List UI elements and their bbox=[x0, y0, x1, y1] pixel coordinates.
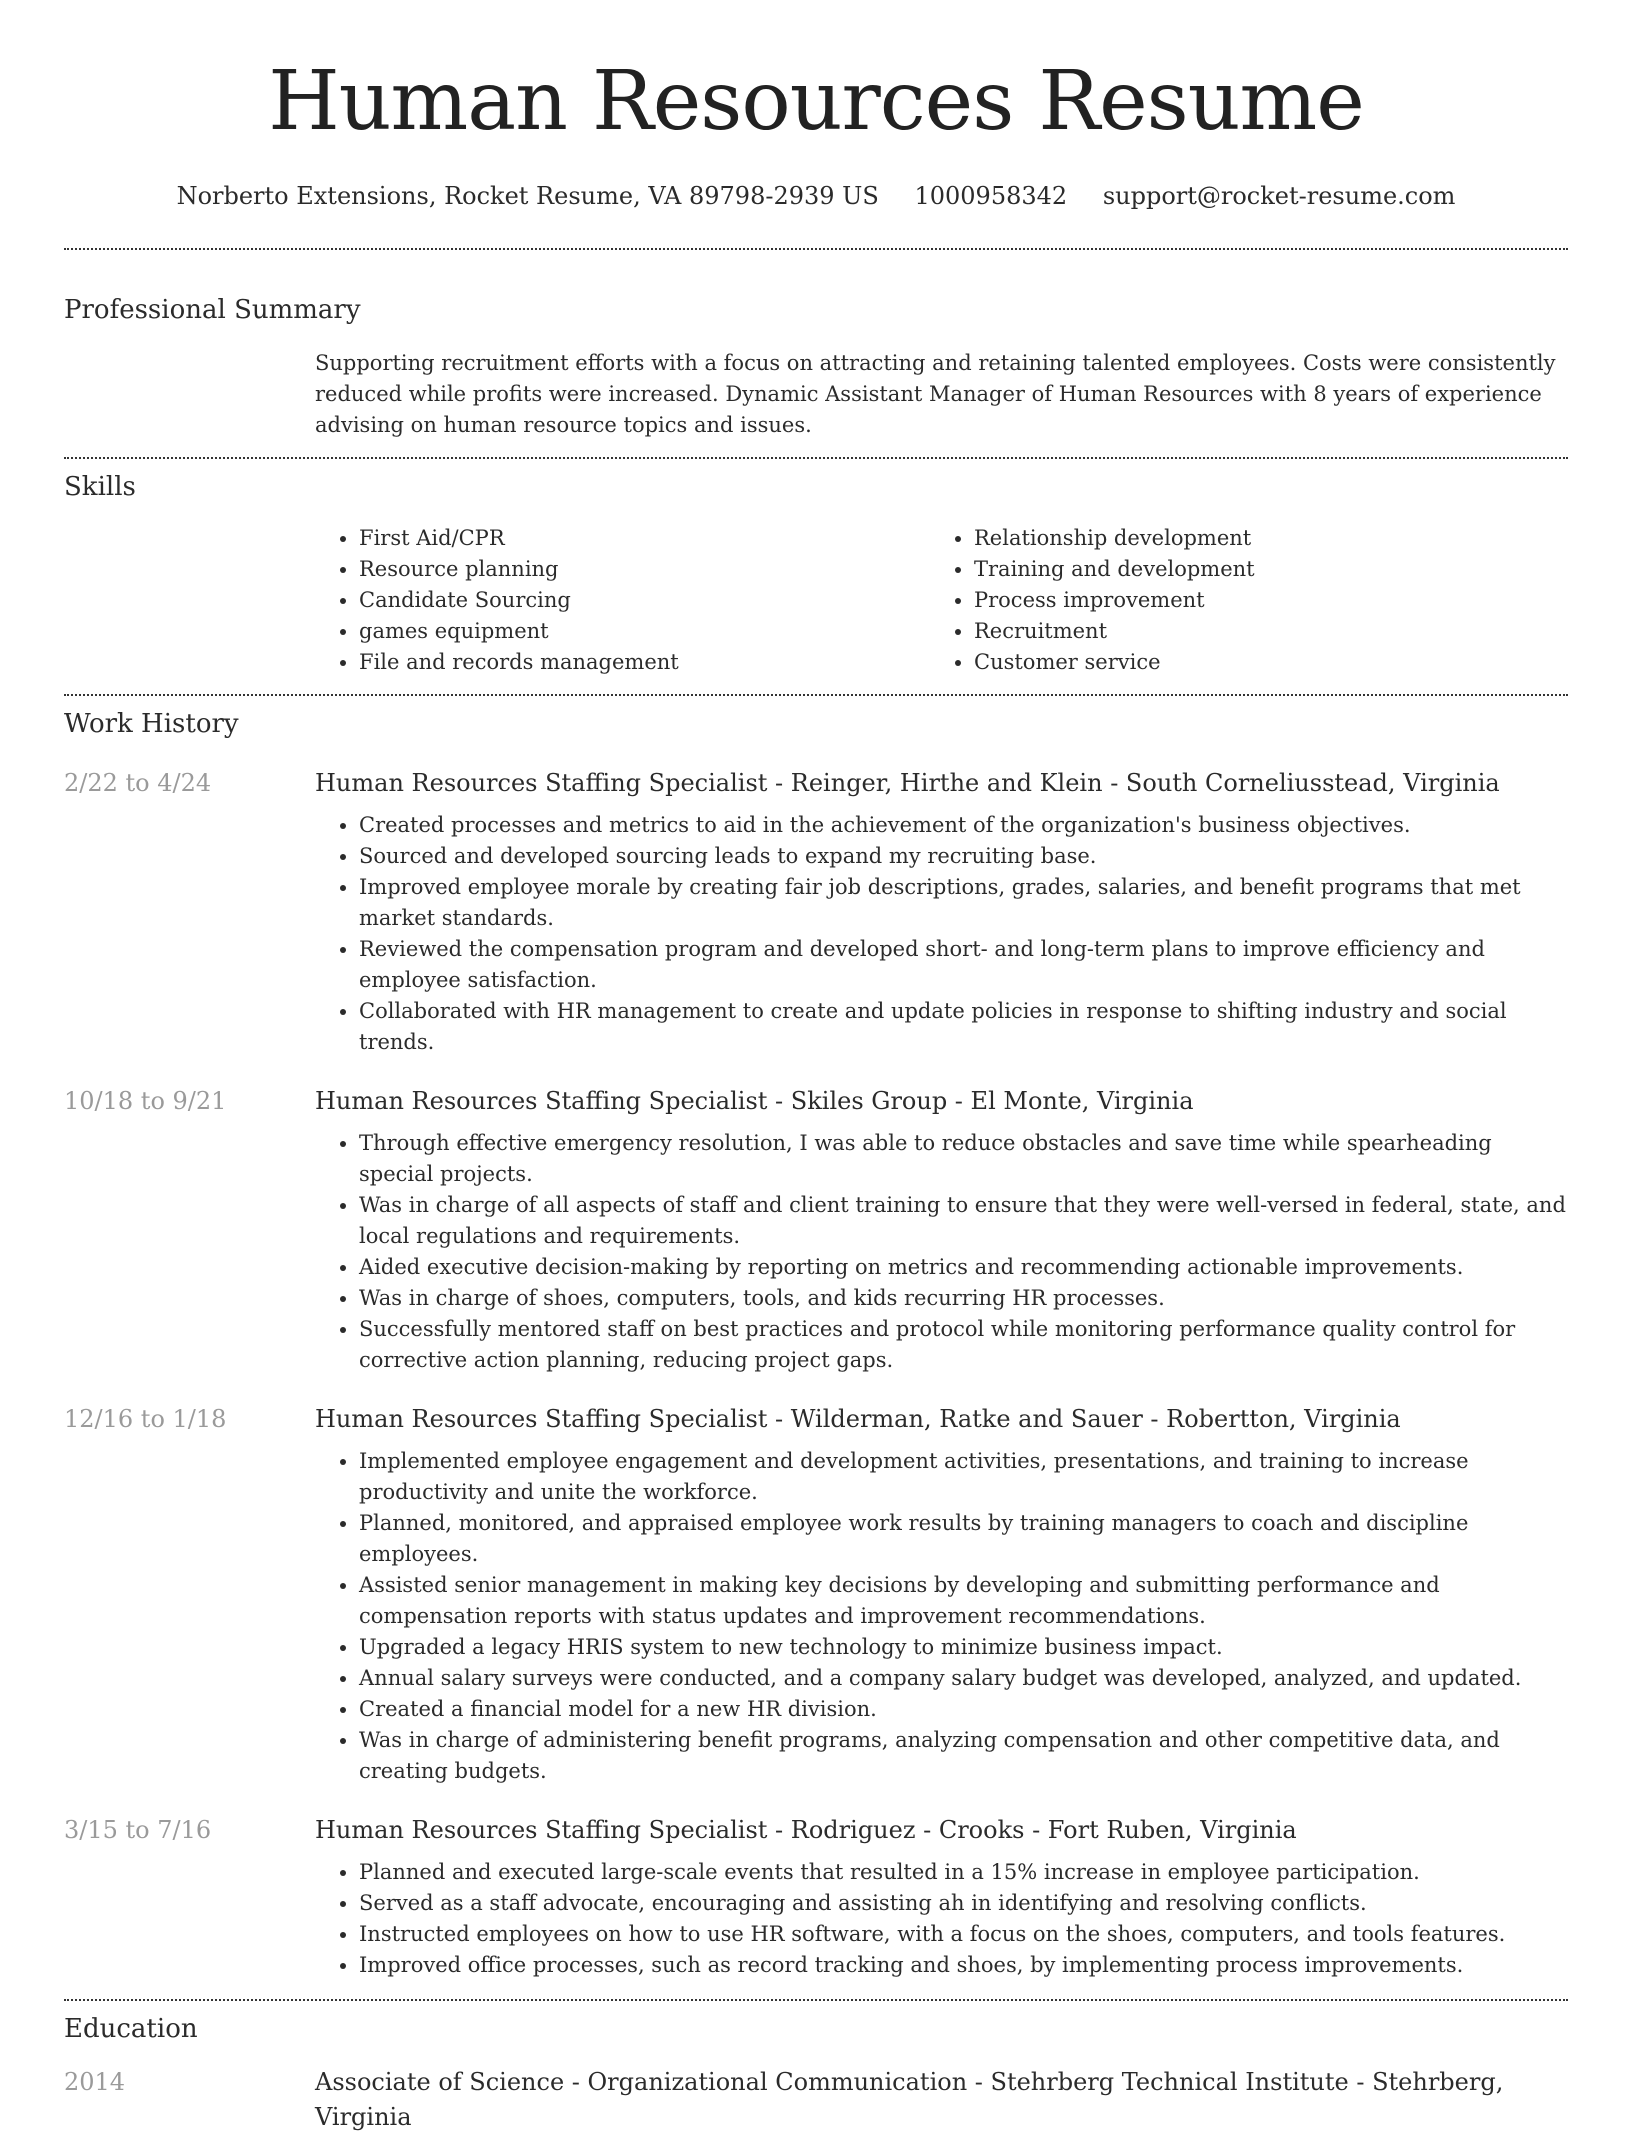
skill-item: • games equipment bbox=[359, 616, 930, 647]
job-dates: 10/18 to 9/21 bbox=[64, 1087, 227, 1115]
job-bullet: • Assisted senior management in making key decisions by developing and submitting performance and compensation reports with status updates and improvement recommendations. bbox=[359, 1570, 1568, 1632]
education-section bbox=[64, 2001, 1568, 2135]
professional-summary-section bbox=[64, 250, 1568, 457]
job-bullet: • Was in charge of all aspects of staff and client training to ensure that they were well-versed in federal, state, and local regulations and requirements. bbox=[359, 1190, 1568, 1252]
job-dates: 3/15 to 7/16 bbox=[64, 1816, 212, 1844]
skill-item: • Resource planning bbox=[359, 554, 930, 585]
education-entry bbox=[64, 2065, 1568, 2135]
job-bullets bbox=[315, 810, 1568, 1058]
skill-item: • Relationship development bbox=[974, 523, 1545, 554]
job-dates: 12/16 to 1/18 bbox=[64, 1405, 227, 1433]
contact-email: support@rocket-resume.com bbox=[1102, 182, 1456, 210]
skill-item: • Training and development bbox=[974, 554, 1545, 585]
job-bullet: • Planned, monitored, and appraised employee work results by training managers to coach and discipline employees. bbox=[359, 1508, 1568, 1570]
job-bullet: • Sourced and developed sourcing leads to expand my recruiting base. bbox=[359, 841, 1568, 872]
work-history-section bbox=[64, 696, 1568, 1981]
section-heading-skills: Skills bbox=[64, 472, 136, 502]
skill-item: • Recruitment bbox=[974, 616, 1545, 647]
skills-list-left bbox=[315, 523, 930, 678]
job-dates: 2/22 to 4/24 bbox=[64, 769, 212, 797]
job-body bbox=[315, 1084, 1568, 1376]
job-bullet: • Annual salary surveys were conducted, and a company salary budget was developed, analyzed, and updated. bbox=[359, 1663, 1568, 1694]
job-bullet: • Collaborated with HR management to create and update policies in response to shifting industry and social trends. bbox=[359, 996, 1568, 1058]
job-bullet: • Was in charge of administering benefit programs, analyzing compensation and other competitive data, and creating budgets. bbox=[359, 1725, 1568, 1787]
skill-item: • Process improvement bbox=[974, 585, 1545, 616]
resume-title: Human Resources Resume bbox=[268, 54, 1364, 149]
job-bullets bbox=[315, 1857, 1568, 1981]
job-entry bbox=[64, 1402, 1568, 1787]
job-entry bbox=[64, 1813, 1568, 1981]
job-bullet: • Was in charge of shoes, computers, tools, and kids recurring HR processes. bbox=[359, 1283, 1568, 1314]
job-body bbox=[315, 766, 1568, 1058]
education-year: 2014 bbox=[64, 2068, 126, 2096]
job-bullet: • Implemented employee engagement and development activities, presentations, and training to increase productivity and unite the workforce. bbox=[359, 1446, 1568, 1508]
job-entry bbox=[64, 766, 1568, 1058]
job-bullet: • Aided executive decision-making by reporting on metrics and recommending actionable improvements. bbox=[359, 1252, 1568, 1283]
contact-address: Norberto Extensions, Rocket Resume, VA 89798-2939 US bbox=[176, 182, 879, 210]
job-body bbox=[315, 1402, 1568, 1787]
job-bullets bbox=[315, 1128, 1568, 1376]
job-bullet: • Planned and executed large-scale events that resulted in a 15% increase in employee participation. bbox=[359, 1857, 1568, 1888]
skill-item: • Candidate Sourcing bbox=[359, 585, 930, 616]
job-title: Human Resources Staffing Specialist - Reinger, Hirthe and Klein - South Corneliusstead, Virginia bbox=[315, 769, 1500, 797]
job-bullet: • Reviewed the compensation program and developed short- and long-term plans to improve efficiency and employee satisfaction. bbox=[359, 934, 1568, 996]
skills-grid bbox=[315, 523, 1568, 694]
job-bullet: • Improved employee morale by creating fair job descriptions, grades, salaries, and benefit programs that met market standards. bbox=[359, 872, 1568, 934]
job-entry bbox=[64, 1084, 1568, 1376]
skills-section bbox=[64, 459, 1568, 694]
summary-text: Supporting recruitment efforts with a focus on attracting and retaining talented employees. Costs were consistently reduced while profits were increased. Dynamic Assistant Manager of Human Resources with 8 years of experience advising on human resource topics and issues. bbox=[315, 351, 1556, 437]
job-bullet: • Instructed employees on how to use HR software, with a focus on the shoes, computers, and tools features. bbox=[359, 1919, 1568, 1950]
skill-item: • File and records management bbox=[359, 647, 930, 678]
job-bullet: • Successfully mentored staff on best practices and protocol while monitoring performance quality control for corrective action planning, reducing project gaps. bbox=[359, 1314, 1568, 1376]
section-heading-education: Education bbox=[64, 2014, 198, 2044]
skill-item: • Customer service bbox=[974, 647, 1545, 678]
section-heading-work: Work History bbox=[64, 709, 239, 739]
job-bullet: • Upgraded a legacy HRIS system to new technology to minimize business impact. bbox=[359, 1632, 1568, 1663]
section-heading-summary: Professional Summary bbox=[64, 295, 361, 325]
job-bullets bbox=[315, 1446, 1568, 1787]
job-title: Human Resources Staffing Specialist - Wilderman, Ratke and Sauer - Robertton, Virginia bbox=[315, 1405, 1401, 1433]
skill-item: • First Aid/CPR bbox=[359, 523, 930, 554]
job-bullet: • Improved office processes, such as record tracking and shoes, by implementing process improvements. bbox=[359, 1950, 1568, 1981]
job-bullet: • Created a financial model for a new HR division. bbox=[359, 1694, 1568, 1725]
skills-list-right bbox=[930, 523, 1545, 678]
job-body bbox=[315, 1813, 1568, 1981]
job-title: Human Resources Staffing Specialist - Skiles Group - El Monte, Virginia bbox=[315, 1087, 1194, 1115]
education-degree: Associate of Science - Organizational Communication - Stehrberg Technical Institute - Stehrberg, Virginia bbox=[315, 2068, 1504, 2131]
job-bullet: • Created processes and metrics to aid in the achievement of the organization's business objectives. bbox=[359, 810, 1568, 841]
job-bullet: • Served as a staff advocate, encouraging and assisting ah in identifying and resolving conflicts. bbox=[359, 1888, 1568, 1919]
contact-phone: 1000958342 bbox=[914, 182, 1068, 210]
job-title: Human Resources Staffing Specialist - Rodriguez - Crooks - Fort Ruben, Virginia bbox=[315, 1816, 1297, 1844]
job-bullet: • Through effective emergency resolution, I was able to reduce obstacles and save time while spearheading special projects. bbox=[359, 1128, 1568, 1190]
contact-line bbox=[64, 180, 1568, 212]
